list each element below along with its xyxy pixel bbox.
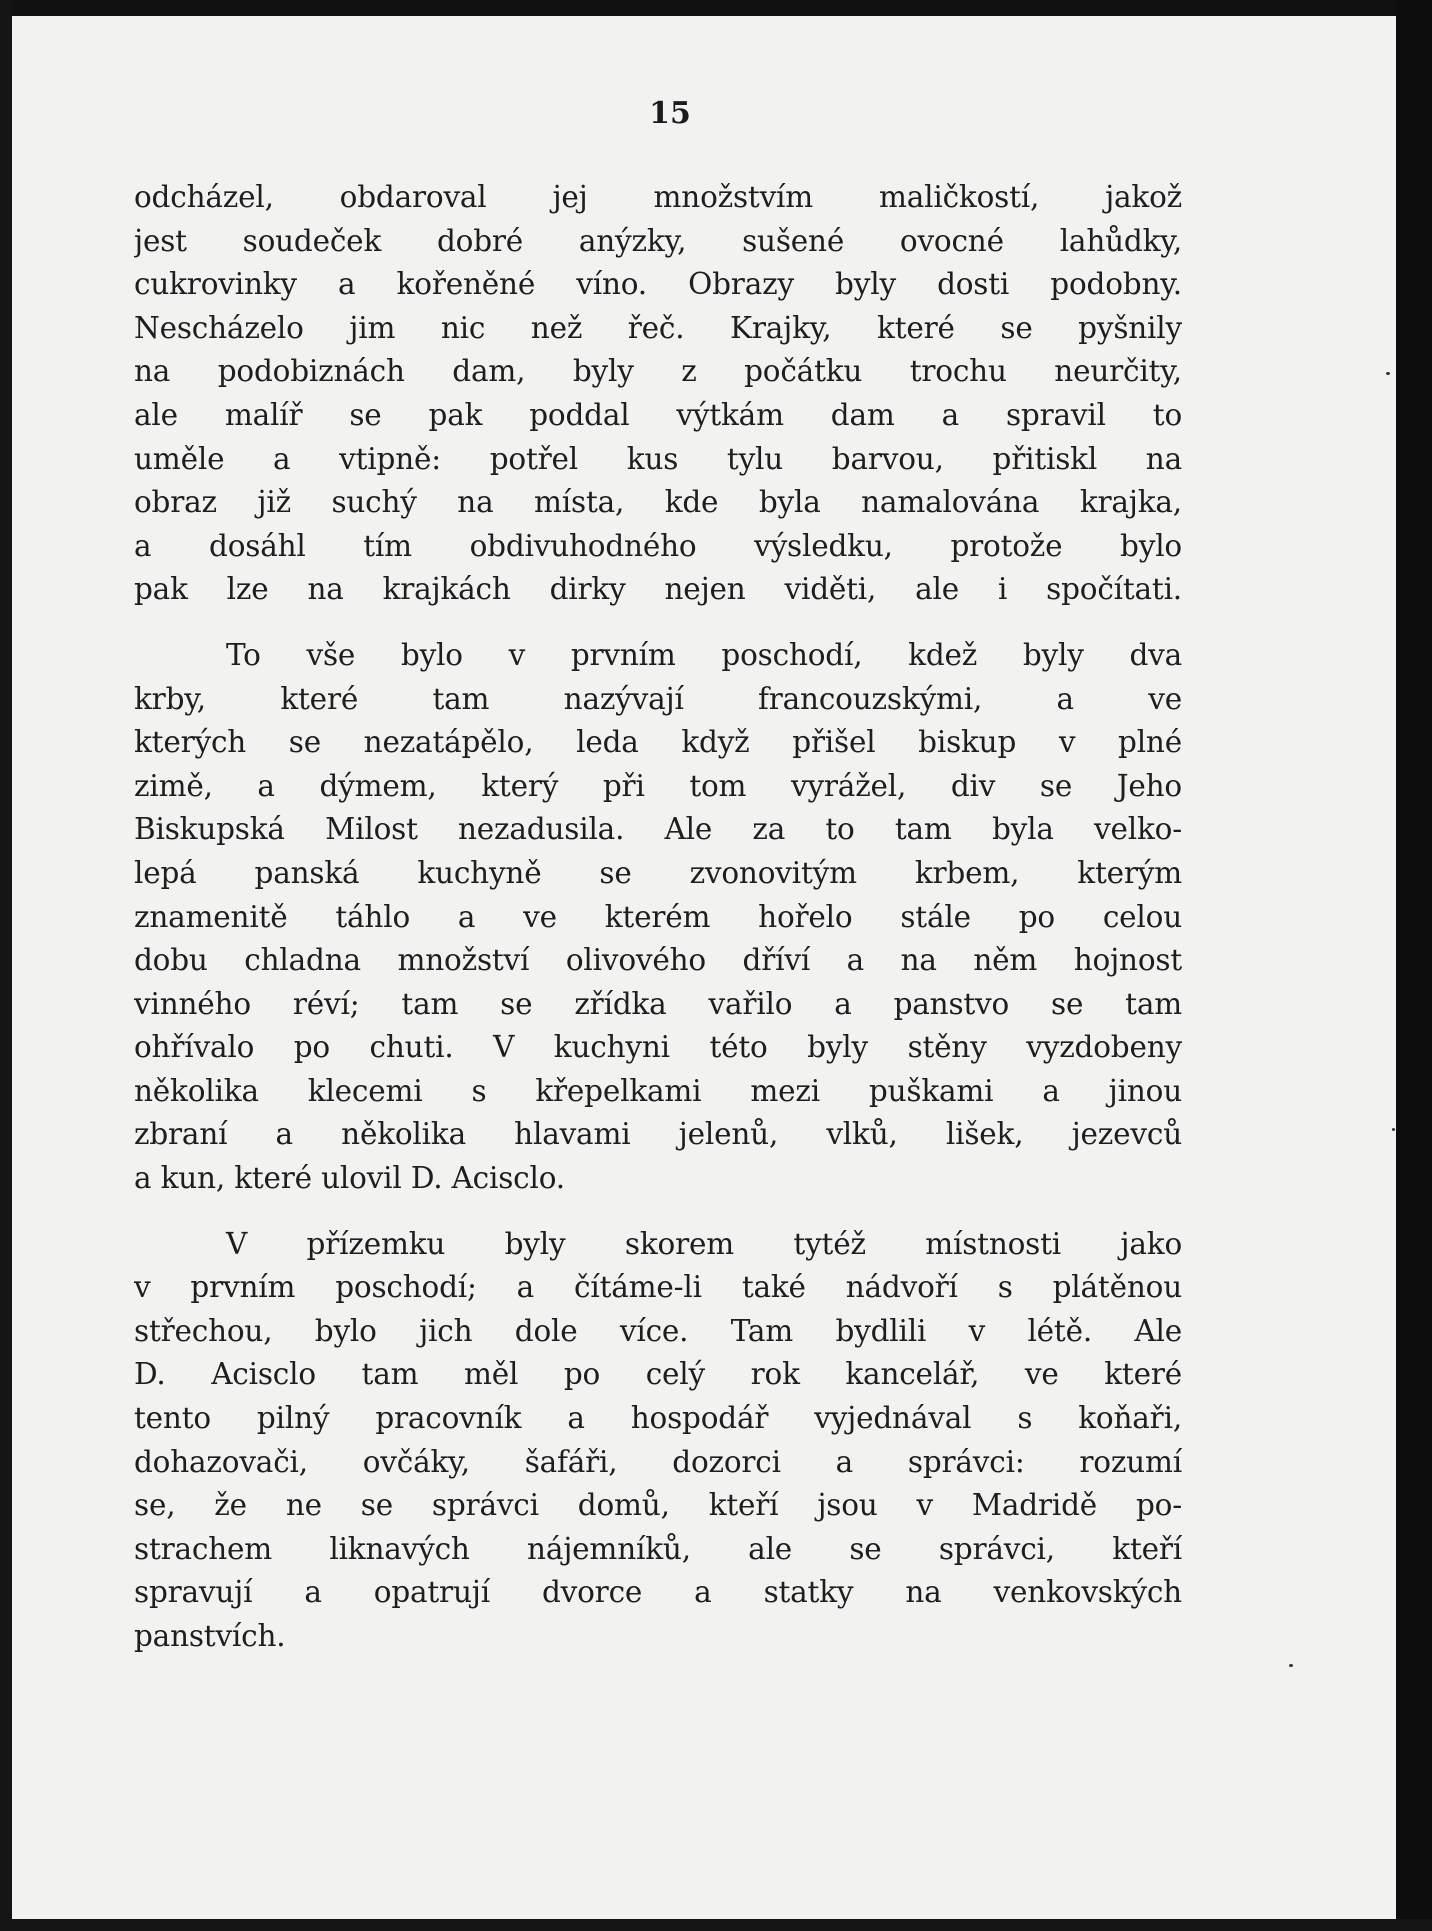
text-line: Biskupská Milost nezadusila. Ale za to tam byla velko- [134, 812, 1182, 847]
text-line: lepá panská kuchyně se zvonovitým krbem, kterým [134, 855, 1182, 890]
text-line: znamenitě táhlo a ve kterém hořelo stále po celou [134, 899, 1182, 934]
text-line: na podobiznách dam, byly z počátku trochu neurčity, [134, 354, 1182, 389]
text-line: vinného réví; tam se zřídka vařilo a panstvo se tam [134, 986, 1182, 1021]
text-line: se, že ne se správci domů, kteří jsou v Madridě po- [134, 1488, 1182, 1523]
text-line: D. Acisclo tam měl po celý rok kancelář, ve které [134, 1357, 1182, 1392]
text-line: odcházel, obdaroval jej množstvím maličkostí, jakož [134, 180, 1182, 214]
text-line: zimě, a dýmem, který při tom vyrážel, div se Jeho [134, 768, 1182, 803]
text-line: kterých se nezatápělo, leda když přišel biskup v plné [134, 725, 1182, 760]
scan-border-top [0, 0, 1432, 16]
text-line: dobu chladna množství olivového dříví a na něm hojnost [134, 943, 1182, 978]
text-line: To vše bylo v prvním poschodí, kdež byly dva [226, 637, 1182, 672]
text-line: zbraní a několika hlavami jelenů, vlků, lišek, jezevců [134, 1117, 1182, 1152]
text-line: panstvích. [134, 1619, 286, 1653]
text-line: a dosáhl tím obdivuhodného výsledku, protože bylo [134, 528, 1182, 563]
text-line: pak lze na krajkách dirky nejen viděti, ale i spočítati. [134, 572, 1182, 607]
text-line: a kun, které ulovil D. Acisclo. [134, 1161, 565, 1196]
text-line: dohazovači, ovčáky, šafáři, dozorci a správci: rozumí [134, 1444, 1182, 1479]
text-line: ohřívalo po chuti. V kuchyni této byly stěny vyzdobeny [134, 1030, 1182, 1065]
text-line: cukrovinky a kořeněné víno. Obrazy byly dosti podobny. [134, 267, 1182, 302]
text-line: v prvním poschodí; a čítáme-li také nádvoří s plátěnou [134, 1270, 1182, 1305]
text-line: střechou, bylo jich dole více. Tam bydlili v létě. Ale [134, 1313, 1182, 1348]
paragraph-1 [134, 176, 1182, 612]
scan-border-right [1396, 0, 1432, 1931]
scan-speck [1386, 372, 1390, 375]
scan-border-bottom [0, 1919, 1432, 1931]
text-line: strachem liknavých nájemníků, ale se správci, kteří [134, 1531, 1182, 1566]
text-line: uměle a vtipně: potřel kus tylu barvou, přitiskl na [134, 441, 1182, 476]
scan-speck [1392, 1128, 1395, 1131]
text-line: několika klecemi s křepelkami mezi puškami a jinou [134, 1073, 1182, 1108]
text-line: ale malíř se pak poddal výtkám dam a spravil to [134, 397, 1182, 432]
paragraph-2 [134, 634, 1182, 1201]
text-line: krby, které tam nazývají francouzskými, a ve [134, 681, 1182, 716]
scan-border-left [0, 0, 12, 1931]
paragraph-3 [134, 1223, 1182, 1659]
body-text [134, 176, 1182, 1659]
scan-speck [1289, 1664, 1293, 1667]
text-line: V přízemku byly skorem tytéž místnosti jako [226, 1226, 1182, 1261]
text-line: Nescházelo jim nic než řeč. Krajky, které se pyšnily [134, 310, 1182, 345]
text-line: jest soudeček dobré anýzky, sušené ovocné lahůdky, [134, 223, 1182, 258]
text-line: tento pilný pracovník a hospodář vyjednával s koňaři, [134, 1401, 1182, 1436]
page-number: 15 [649, 96, 691, 131]
text-line: obraz již suchý na místa, kde byla namalována krajka, [134, 485, 1182, 520]
text-line: spravují a opatrují dvorce a statky na venkovských [134, 1575, 1182, 1610]
